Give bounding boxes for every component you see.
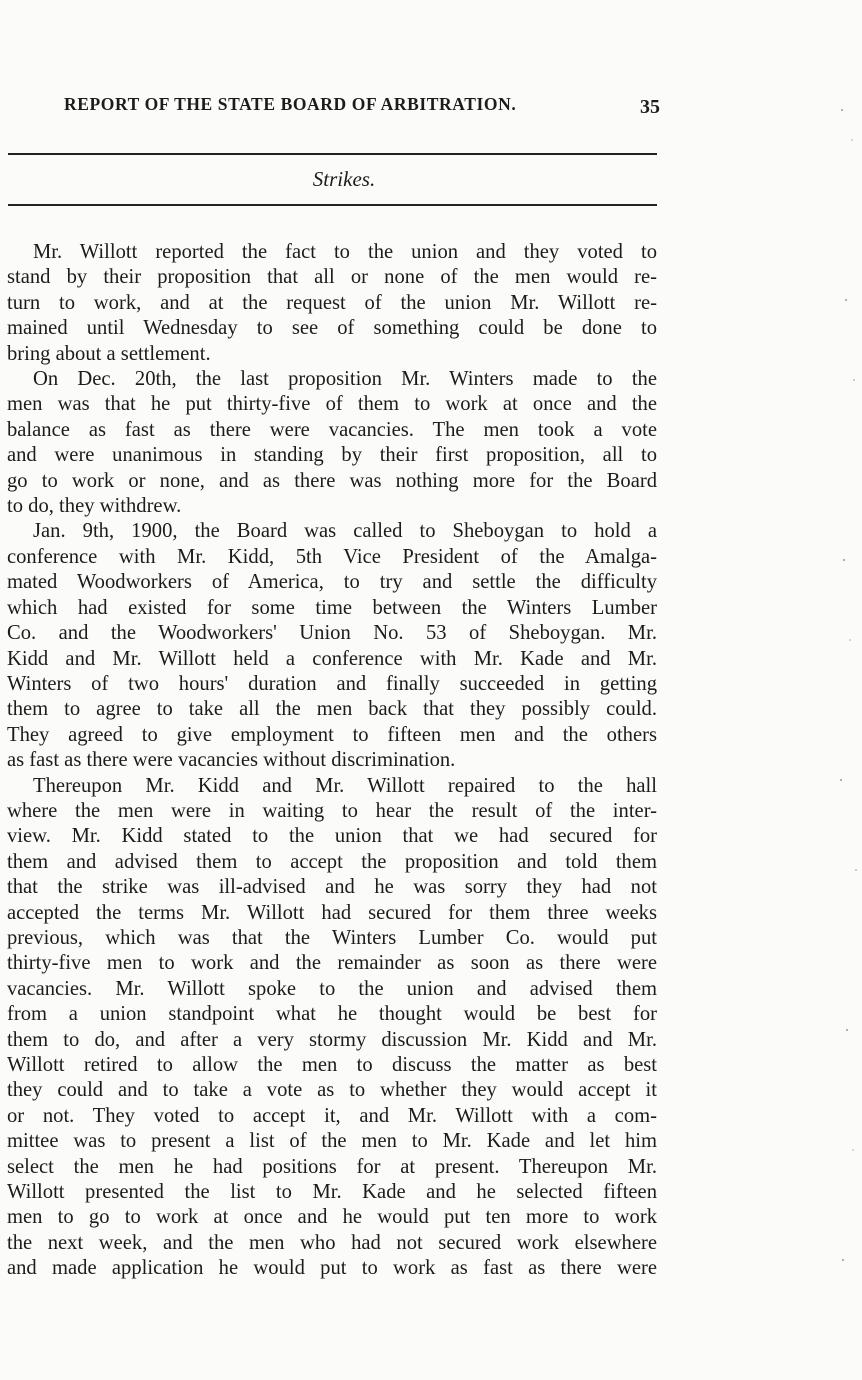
text-line: them and advised them to accept the proposition and told them	[7, 850, 657, 873]
text-line: men was that he put thirty-five of them to work at once and the	[7, 393, 657, 416]
text-line: select the men he had positions for at present. Thereupon Mr.	[7, 1155, 657, 1178]
text-line: view. Mr. Kidd stated to the union that we had secured for	[7, 825, 657, 848]
text-line: where the men were in waiting to hear the result of the inter-	[7, 799, 657, 822]
text-line: They agreed to give employment to fifteen men and the others	[7, 723, 657, 746]
body-text	[7, 240, 657, 1282]
text-line: they could and to take a vote as to whether they would accept it	[7, 1079, 657, 1102]
text-line: stand by their proposition that all or none of the men would re-	[7, 266, 657, 289]
text-line: balance as fast as there were vacancies. The men took a vote	[7, 418, 657, 441]
text-line: mated Woodworkers of America, to try and settle the difficulty	[7, 571, 657, 594]
text-line: them to do, and after a very stormy discussion Mr. Kidd and Mr.	[7, 1028, 657, 1051]
section-title: Strikes.	[312, 167, 376, 191]
text-line: from a union standpoint what he thought would be best for	[7, 1003, 657, 1026]
text-line: them to agree to take all the men back that they possibly could.	[7, 698, 657, 721]
text-line: and were unanimous in standing by their first proposition, all to	[7, 444, 657, 467]
page-number: 35	[640, 96, 660, 118]
text-line: previous, which was that the Winters Lumber Co. would put	[7, 926, 657, 949]
text-line: or not. They voted to accept it, and Mr. Willott with a com-	[7, 1104, 657, 1127]
text-line: Winters of two hours' duration and finally succeeded in getting	[7, 672, 657, 695]
text-line: that the strike was ill-advised and he was sorry they had not	[7, 876, 657, 899]
text-line: On Dec. 20th, the last proposition Mr. Winters made to the	[33, 368, 657, 391]
text-line: vacancies. Mr. Willott spoke to the union and advised them	[7, 977, 657, 1000]
text-line: turn to work, and at the request of the union Mr. Willott re-	[7, 291, 657, 314]
text-line: conference with Mr. Kidd, 5th Vice President of the Amalga-	[7, 545, 657, 568]
text-line: accepted the terms Mr. Willott had secured for them three weeks	[7, 901, 657, 924]
text-line: as fast as there were vacancies without discrimination.	[7, 749, 456, 772]
text-line: Jan. 9th, 1900, the Board was called to Sheboygan to hold a	[33, 520, 657, 543]
text-line: mained until Wednesday to see of something could be done to	[7, 317, 657, 340]
text-line: Kidd and Mr. Willott held a conference with Mr. Kade and Mr.	[7, 647, 657, 670]
text-line: mittee was to present a list of the men to Mr. Kade and let him	[7, 1130, 657, 1153]
text-line: which had existed for some time between the Winters Lumber	[7, 596, 657, 619]
header-rule-top	[8, 153, 657, 155]
text-line: Thereupon Mr. Kidd and Mr. Willott repaired to the hall	[33, 774, 657, 797]
text-line: Co. and the Woodworkers' Union No. 53 of Sheboygan. Mr.	[7, 622, 657, 645]
text-line: go to work or none, and as there was nothing more for the Board	[7, 469, 657, 492]
header-rule-bottom	[8, 204, 657, 206]
page-header	[64, 94, 664, 122]
text-line: Willott retired to allow the men to discuss the matter as best	[7, 1054, 657, 1076]
paper-edge-specks	[832, 0, 862, 1380]
running-title: REPORT OF THE STATE BOARD OF ARBITRATION.	[64, 94, 517, 114]
text-line: thirty-five men to work and the remainder as soon as there were	[7, 952, 657, 975]
text-line: men to go to work at once and he would put ten more to work	[7, 1206, 657, 1229]
text-line: to do, they withdrew.	[7, 495, 182, 518]
text-line: the next week, and the men who had not secured work elsewhere	[7, 1231, 657, 1254]
text-line: Willott presented the list to Mr. Kade and he selected fifteen	[7, 1181, 657, 1204]
text-line: Mr. Willott reported the fact to the union and they voted to	[33, 241, 657, 263]
text-line: and made application he would put to work as fast as there were	[7, 1257, 657, 1280]
text-line: bring about a settlement.	[7, 342, 211, 365]
